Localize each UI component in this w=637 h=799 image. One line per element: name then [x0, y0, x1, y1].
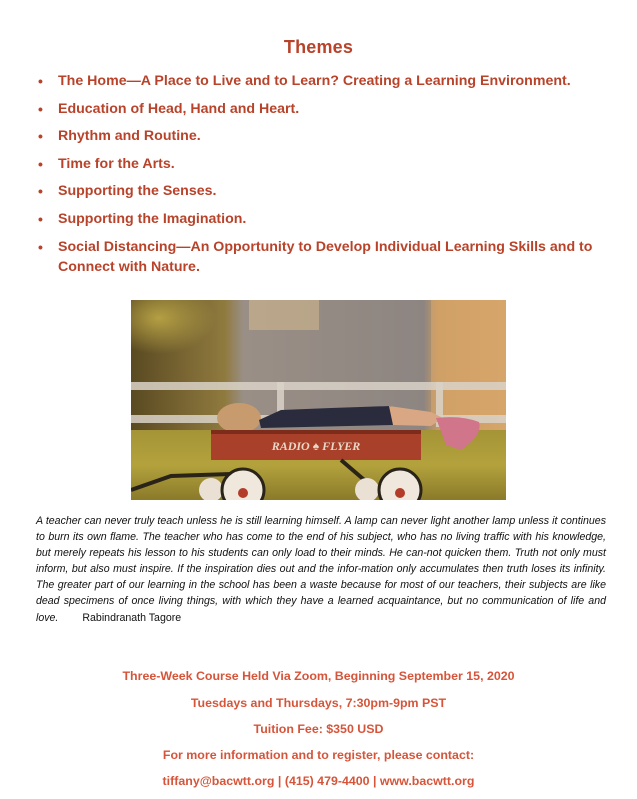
schedule: Tuesdays and Thursdays, 7:30pm-9pm PST — [190, 696, 447, 710]
wagon-photo-illustration — [131, 300, 506, 500]
quote-block — [36, 513, 606, 626]
theme-item — [34, 237, 624, 277]
tuition-fee: Tuition Fee: $350 USD — [253, 722, 384, 736]
theme-text: Supporting the Imagination. — [58, 210, 247, 227]
theme-text: Social Distancing—An Opportunity to Develop Individual Learning Skills and to Connect with Nature. — [58, 238, 593, 275]
theme-item — [34, 154, 624, 174]
theme-item — [34, 209, 624, 229]
themes-list — [34, 71, 624, 284]
theme-text: Rhythm and Routine. — [58, 128, 201, 145]
theme-text: Supporting the Senses. — [58, 183, 217, 200]
contact-prompt: For more information and to register, please contact: — [162, 748, 475, 762]
separator: | — [369, 774, 380, 788]
theme-text: Education of Head, Hand and Heart. — [58, 100, 300, 117]
quote-text: A teacher can never truly teach unless he is still learning himself. A lamp can never light another lamp unless it continues to burn its own flame. The teacher who has come to the end of his subject, who has no living traffic with his knowledge, but merely repeats his lesson to his students can only load to their minds. He can-not quicken them. Truth not only must inform, but also must inspire. If the inspiration dies out and the infor-mation only accumulates then truth loses its infinity. The greater part of our learning in the school has been a waste because for most of our teachers, their subjects are like dead specimens of once living things, with which they have a learned acquaintance, but no communication of life and love. — [36, 515, 606, 624]
wagon-photo — [131, 300, 506, 500]
email-link[interactable]: tiffany@bacwtt.org — [162, 774, 275, 788]
child-head — [217, 403, 261, 433]
bullet-icon: • — [38, 238, 43, 255]
bullet-icon: • — [38, 128, 43, 145]
bullet-icon: • — [38, 100, 43, 117]
course-info: Three-Week Course Held Via Zoom, Beginning September 15, 2020 — [122, 669, 515, 683]
theme-item — [34, 99, 624, 119]
separator: | — [274, 774, 285, 788]
theme-text: The Home—A Place to Live and to Learn? Creating a Learning Environment. — [58, 73, 571, 89]
theme-item — [34, 181, 624, 201]
contact-line — [0, 774, 637, 788]
theme-text: Time for the Arts. — [58, 155, 175, 172]
bullet-icon: • — [38, 183, 43, 200]
phone-number[interactable]: (415) 479-4400 — [284, 774, 370, 788]
wagon-label: RADIO ♠ FLYER — [271, 439, 361, 453]
page-title: Themes — [283, 37, 354, 57]
fence-rail — [131, 382, 506, 390]
bullet-icon: • — [38, 210, 43, 227]
theme-item — [34, 126, 624, 146]
bullet-icon: • — [38, 155, 43, 172]
bullet-icon: • — [38, 73, 43, 89]
quote-author: Rabindranath Tagore — [82, 611, 182, 624]
website-link[interactable]: www.bacwtt.org — [379, 774, 475, 788]
theme-item — [34, 71, 624, 91]
